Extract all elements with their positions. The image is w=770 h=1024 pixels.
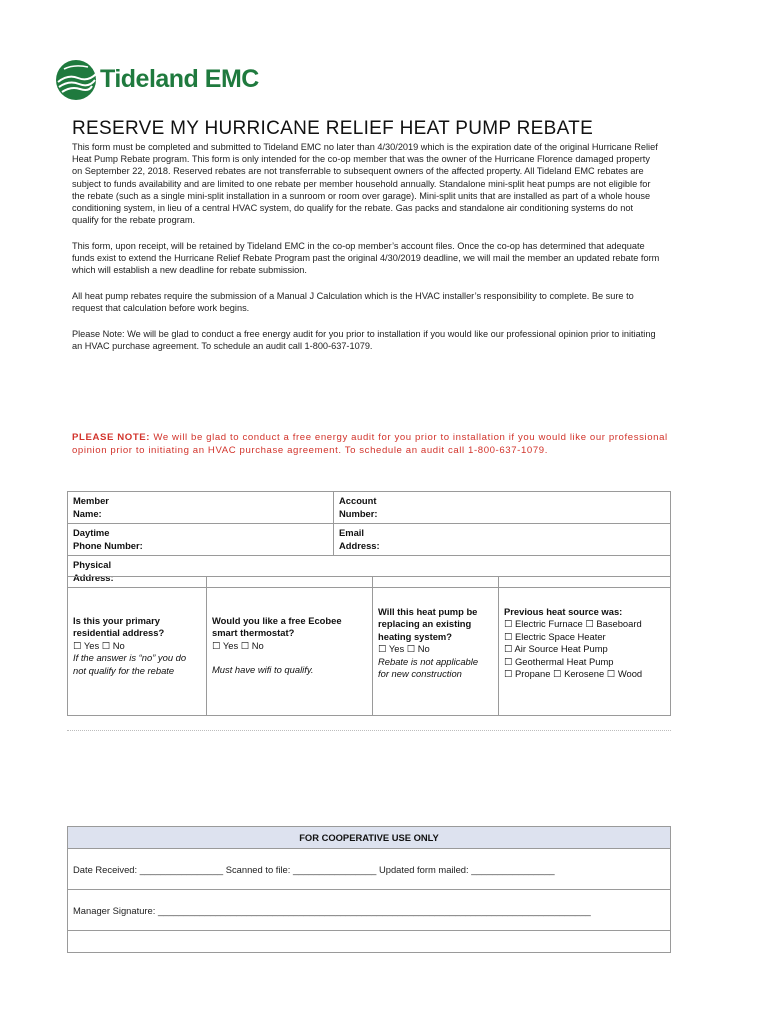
member-info-table — [67, 491, 671, 588]
ecobee-question[interactable]: Would you like a free Ecobee smart thermostat? ☐ Yes ☐ No Must have wifi to qualify. — [207, 577, 373, 716]
tideland-logo — [54, 58, 264, 108]
physical-address-field[interactable]: Physical Address: — [68, 556, 671, 588]
retention-paragraph: This form, upon receipt, will be retained by Tideland EMC in the co-op member’s account files. Once the co-op has determined that adequate funds exist to extend the Hurricane Relief Rebate Program past the original 4/30/2019 deadline, we will mail the member an updated rebate form which will establish a new deadline for rebate submission. — [72, 241, 660, 276]
please-note-notice — [72, 431, 672, 457]
manual-j-paragraph: All heat pump rebates require the submission of a Manual J Calculation which is the HVAC installer’s responsibility to complete. Be sure to request that calculation before work begins. — [72, 291, 634, 314]
notice-text: We will be glad to conduct a free energy audit for you prior to installation if you would like our professional opinion prior to initiating an HVAC purchase agreement. To schedule an audit call 1-800-637-1079. — [72, 432, 668, 456]
primary-residence-checkboxes[interactable]: ☐ Yes ☐ No — [73, 639, 125, 651]
coop-dates-line[interactable]: Date Received: ________________ Scanned to file: ________________ Updated form mailed: ________________ — [68, 849, 671, 890]
coop-blank-row — [68, 931, 671, 953]
audit-paragraph: Please Note: We will be glad to conduct a free energy audit for you prior to installation if you would like our professional opinion prior to initiating an HVAC purchase agreement. To schedule an audit call 1-800-637-1079. — [72, 329, 656, 352]
globe-icon — [54, 58, 98, 102]
notice-label: PLEASE NOTE: — [72, 432, 151, 443]
manager-signature-line[interactable]: Manager Signature: ___________________________________________________________________________________ — [68, 890, 671, 931]
replacing-question[interactable]: Will this heat pump be replacing an existing heating system? ☐ Yes ☐ No Rebate is not applicable for new construction — [373, 577, 499, 716]
cooperative-use-table — [67, 826, 671, 953]
replacing-checkboxes[interactable]: ☐ Yes ☐ No — [378, 643, 430, 655]
heat-source-option[interactable]: ☐ Geothermal Heat Pump — [504, 655, 614, 667]
heat-source-option[interactable]: ☐ Propane ☐ Kerosene ☐ Wood — [504, 668, 643, 680]
previous-heat-source-question[interactable]: Previous heat source was: ☐ Electric Furnace ☐ Baseboard ☐ Electric Space Heater ☐ Air Source Heat Pump ☐ Geothermal Heat Pump ☐ Propane ☐ Kerosene ☐ Wood — [499, 577, 671, 716]
member-name-field[interactable]: Member Name: — [68, 492, 334, 524]
questions-table — [67, 576, 671, 716]
heat-source-option[interactable]: ☐ Air Source Heat Pump — [504, 643, 608, 655]
heat-source-option[interactable]: ☐ Electric Space Heater — [504, 630, 606, 642]
page-title: RESERVE MY HURRICANE RELIEF HEAT PUMP REBATE — [72, 118, 594, 139]
brand-name: Tideland EMC — [100, 65, 259, 93]
section-divider — [67, 730, 671, 731]
daytime-phone-field[interactable]: Daytime Phone Number: — [68, 524, 334, 556]
ecobee-checkboxes[interactable]: ☐ Yes ☐ No — [212, 639, 264, 651]
intro-paragraph: This form must be completed and submitted to Tideland EMC no later than 4/30/2019 which is the expiration date of the original Hurricane Relief Heat Pump Rebate program. This form is only intended for the co-op member that was the owner of the Hurricane Florence damaged property on September 22, 2018. Reserved rebates are not transferrable to subsequent owners of the affected property. All Tideland EMC rebates are subject to funds availability and are limited to one rebate per member household annually. Standalone mini-split heat pumps are not eligible for the rebate (such as a single mini-split installation in a sunroom or room over garage). Mini-split units that are installed as part of a whole house conditioning system, in lieu of a central HVAC system, do qualify for the rebate. Gas packs and standalone air conditioning systems do not qualify for the rebate program. — [72, 142, 658, 226]
coop-header: FOR COOPERATIVE USE ONLY — [68, 827, 671, 849]
primary-residence-question[interactable]: Is this your primary residential address? ☐ Yes ☐ No If the answer is “no” you do not qualify for the rebate — [68, 577, 207, 716]
email-field[interactable]: Email Address: — [334, 524, 671, 556]
account-number-field[interactable]: Account Number: — [334, 492, 671, 524]
heat-source-option[interactable]: ☐ Electric Furnace ☐ Baseboard — [504, 618, 642, 630]
